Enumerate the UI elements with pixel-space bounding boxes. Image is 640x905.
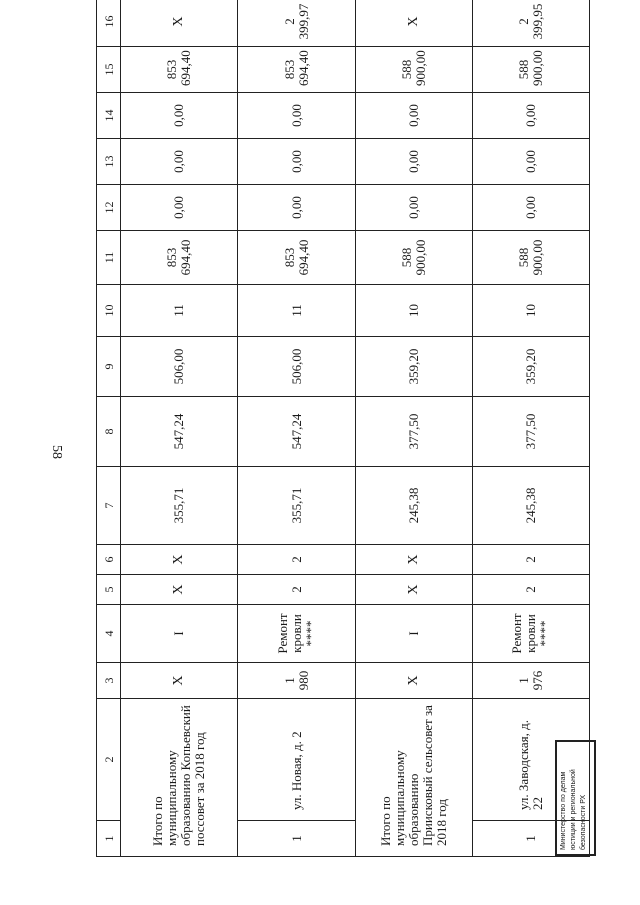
table-cell: X [355, 545, 472, 575]
total-label: Итого по муниципальному образованию Приисковый сельсовет за 2018 год [355, 699, 472, 857]
table-cell: X [121, 663, 238, 699]
column-number: 16 [97, 0, 121, 47]
table-row-total [355, 0, 472, 857]
stamp-line: безопасности РХ [580, 794, 587, 850]
column-number: 12 [97, 185, 121, 231]
column-number: 10 [97, 285, 121, 337]
data-table [96, 0, 590, 857]
table-cell: 588 900,00 [472, 47, 589, 93]
column-number-row [97, 0, 121, 857]
table-cell: 1 980 [238, 663, 355, 699]
table-cell: X [121, 0, 238, 47]
table-cell: 588 900,00 [355, 47, 472, 93]
rotated-table-container [96, 3, 590, 857]
table-cell: 377,50 [355, 397, 472, 467]
table-cell: 0,00 [238, 139, 355, 185]
table-cell: 853 694,40 [238, 47, 355, 93]
column-number: 5 [97, 575, 121, 605]
table-cell: 0,00 [355, 185, 472, 231]
table-cell: 0,00 [355, 139, 472, 185]
column-number: 15 [97, 47, 121, 93]
table-cell: X [355, 0, 472, 47]
table-cell: I [355, 605, 472, 663]
column-number: 6 [97, 545, 121, 575]
table-cell: X [355, 663, 472, 699]
row-number: 1 [238, 821, 355, 857]
table-cell: 547,24 [238, 397, 355, 467]
table-cell: 359,20 [472, 337, 589, 397]
table-cell: 0,00 [355, 93, 472, 139]
table-cell: 0,00 [472, 139, 589, 185]
table-cell: 2 [472, 545, 589, 575]
address-cell: ул. Новая, д. 2 [238, 699, 355, 821]
table-cell: 359,20 [355, 337, 472, 397]
table-cell: 0,00 [121, 185, 238, 231]
column-number: 11 [97, 231, 121, 285]
table-cell: 2 [238, 575, 355, 605]
column-number: 1 [97, 821, 121, 857]
table-cell: 0,00 [121, 139, 238, 185]
ministry-stamp [555, 740, 596, 856]
table-cell: 355,71 [238, 467, 355, 545]
address-cell: ул. Заводская, д. 22 [472, 699, 589, 821]
table-cell: 245,38 [472, 467, 589, 545]
table-cell: 2 399,97 [238, 0, 355, 47]
table-cell: I [121, 605, 238, 663]
work-type-cell: Ремонт кровли **** [238, 605, 355, 663]
stamp-line: Министерство по делам [560, 771, 567, 850]
column-number: 3 [97, 663, 121, 699]
table-cell: 0,00 [472, 93, 589, 139]
table-cell: 10 [472, 285, 589, 337]
table-cell: 0,00 [121, 93, 238, 139]
work-type-cell: Ремонт кровли **** [472, 605, 589, 663]
column-number: 7 [97, 467, 121, 545]
table-row-item [472, 0, 589, 857]
table-cell: X [121, 575, 238, 605]
table-cell: 11 [238, 285, 355, 337]
table-cell: 588 900,00 [472, 231, 589, 285]
column-number: 4 [97, 605, 121, 663]
table-cell: 377,50 [472, 397, 589, 467]
column-number: 2 [97, 699, 121, 821]
table-cell: 355,71 [121, 467, 238, 545]
column-number: 14 [97, 93, 121, 139]
table-cell: 11 [121, 285, 238, 337]
table-cell: 0,00 [238, 93, 355, 139]
table-cell: X [355, 575, 472, 605]
stamp-line: юстиции и региональной [570, 769, 577, 850]
total-label: Итого по муниципальному образованию Копьевский поссовет за 2018 год [121, 699, 238, 857]
table-cell: 588 900,00 [355, 231, 472, 285]
row-number: 1 [472, 821, 589, 857]
table-cell: 2 [238, 545, 355, 575]
table-cell: 506,00 [238, 337, 355, 397]
column-number: 13 [97, 139, 121, 185]
table-cell: 853 694,40 [121, 47, 238, 93]
table-cell: 853 694,40 [121, 231, 238, 285]
table-row-total [121, 0, 238, 857]
table-cell: 2 [472, 575, 589, 605]
table-cell: 0,00 [238, 185, 355, 231]
column-number: 9 [97, 337, 121, 397]
column-number: 8 [97, 397, 121, 467]
table-row-item [238, 0, 355, 857]
table-cell: 0,00 [472, 185, 589, 231]
table-cell: 2 399,95 [472, 0, 589, 47]
page-number: 58 [49, 445, 64, 459]
table-cell: 506,00 [121, 337, 238, 397]
table-cell: 245,38 [355, 467, 472, 545]
table-cell: 853 694,40 [238, 231, 355, 285]
table-cell: 547,24 [121, 397, 238, 467]
table-cell: 1 976 [472, 663, 589, 699]
table-cell: X [121, 545, 238, 575]
table-cell: 10 [355, 285, 472, 337]
